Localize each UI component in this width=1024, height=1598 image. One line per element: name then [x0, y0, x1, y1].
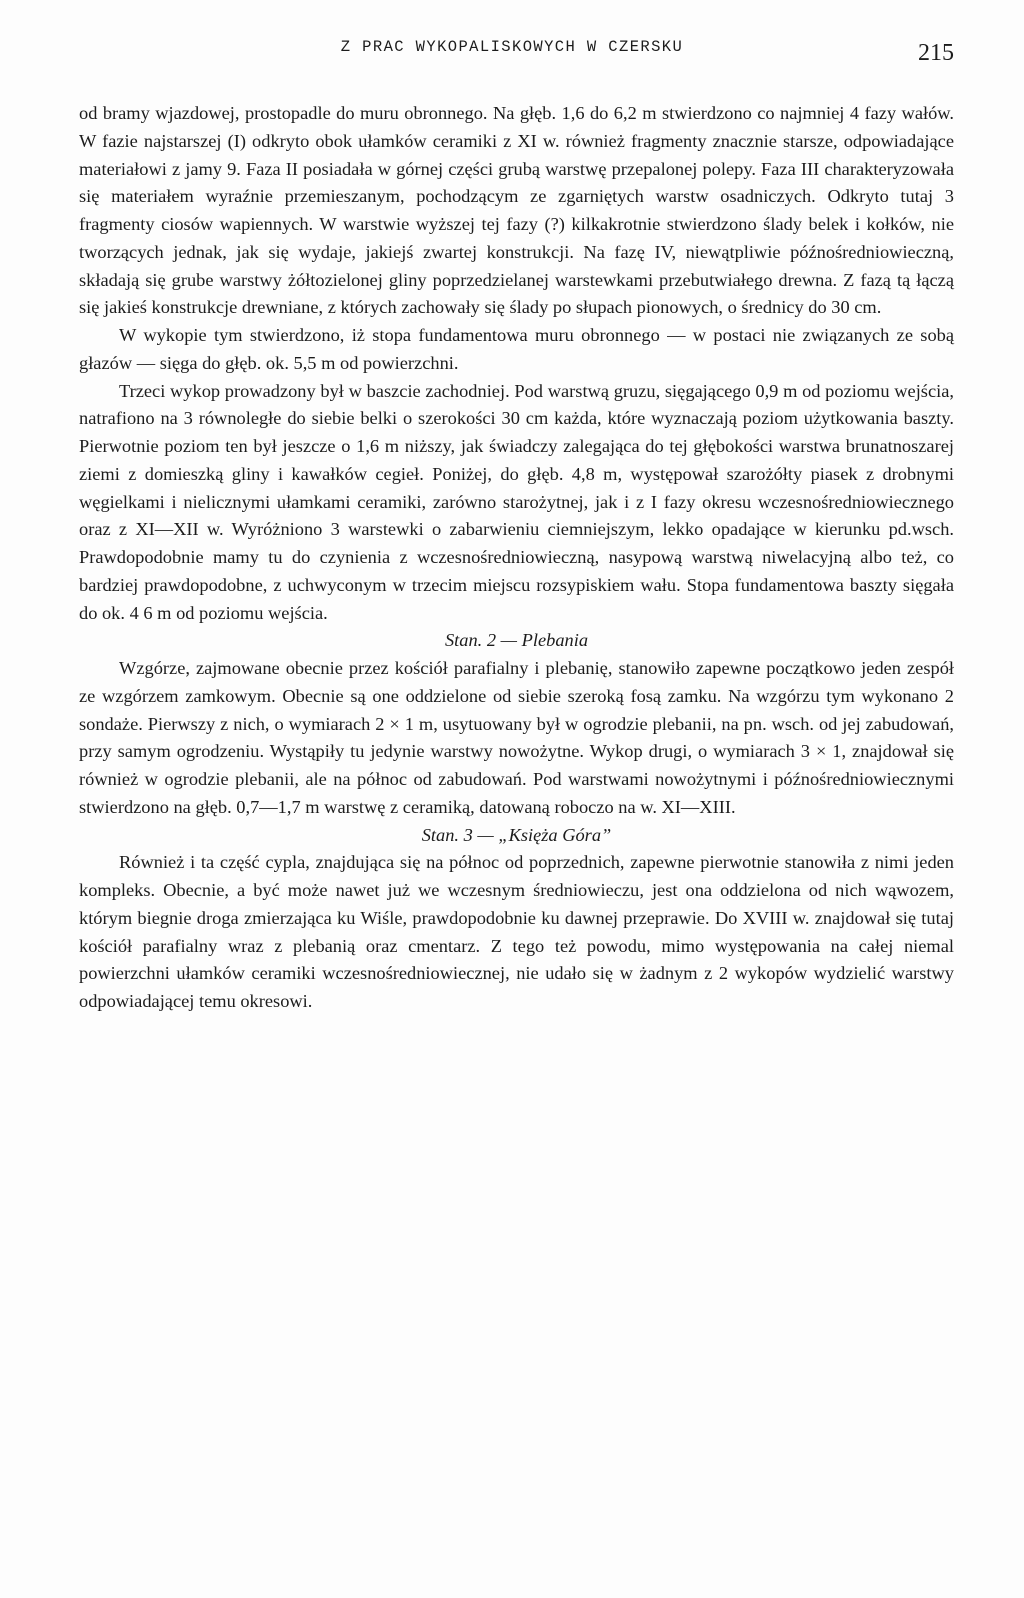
- paragraph-5: Również i ta część cypla, znajdująca się na północ od poprzednich, zapewne pierwotnie stanowiła z nimi jeden kompleks. Obecnie, a być może nawet już we wczesnym średniowieczu, jest ona oddzielona od nich wąwozem, którym biegnie droga zmierzająca ku Wiśle, prawdopodobnie ku dawnej przeprawie. Do XVIII w. znajdował się tutaj kościół parafialny wraz z plebanią oraz cmentarz. Z tego też powodu, mimo występowania na całej niemal powierzchni ułamków ceramiki wczesnośredniowiecznej, nie udało się w żadnym z 2 wykopów wydzielić warstwy odpowiadającej temu okresowi.: [79, 852, 954, 1011]
- paragraph-4: Wzgórze, zajmowane obecnie przez kościół parafialny i plebanię, stanowiło zapewne początkowo jeden zespół ze wzgórzem zamkowym. Obecnie są one oddzielone od siebie szeroką fosą zamku. Na wzgórzu tym wykonano 2 sondaże. Pierwszy z nich, o wymiarach 2 × 1 m, usytuowany był w ogrodzie plebanii, na pn. wsch. od jej zabudowań, przy samym ogrodzeniu. Wystąpiły tu jedynie warstwy nowożytne. Wykop drugi, o wymiarach 3 × 1, znajdował się również w ogrodzie plebanii, ale na północ od zabudowań. Pod warstwami nowożytnymi i późnośredniowiecznymi stwierdzono na głęb. 0,7—1,7 m warstwę z ceramiką, datowaną roboczo na w. XI—XIII.: [79, 658, 954, 817]
- section-heading-text: Stan. 2 — Plebania: [444, 630, 589, 651]
- running-title: Z PRAC WYKOPALISKOWYCH W CZERSKU: [340, 38, 684, 56]
- body-text: [79, 100, 954, 1016]
- paragraph-2: W wykopie tym stwierdzono, iż stopa fundamentowa muru obronnego — w postaci nie związanych ze sobą głazów — sięga do głęb. ok. 5,5 m od powierzchni.: [79, 325, 954, 373]
- section-heading-text: Stan. 3 — „Księża Góra”: [421, 824, 612, 845]
- page-number: 215: [918, 40, 954, 66]
- paragraph-1: od bramy wjazdowej, prostopadle do muru obronnego. Na głęb. 1,6 do 6,2 m stwierdzono co najmniej 4 fazy wałów. W fazie najstarszej (I) odkryto obok ułamków ceramiki z XI w. również fragmenty znacznie starsze, odpowiadające materiałowi z jamy 9. Faza II posiadała w górnej części grubą warstwę przepalonej polepy. Faza III charakteryzowała się materiałem wyraźnie przemieszanym, pochodzącym ze zgarniętych warstw osadniczych. Odkryto tutaj 3 fragmenty ciosów wapiennych. W warstwie wyższej tej fazy (?) kilkakrotnie stwierdzono ślady belek i kołków, nie tworzących jednak, jak się wydaje, jakiejś zwartej konstrukcji. Na fazę IV, niewątpliwie późnośredniowieczną, składają się grube warstwy żółtozielonej gliny poprzedzielanej warstewkami przebutwiałego drewna. Z fazą tą łączą się jakieś konstrukcje drewniane, z których zachowały się ślady po słupach pionowych, o średnicy do 30 cm.: [79, 103, 954, 318]
- section-heading-stan-3: [79, 822, 954, 850]
- section-heading-stan-2: [79, 627, 954, 655]
- paragraph-3: Trzeci wykop prowadzony był w baszcie zachodniej. Pod warstwą gruzu, sięgającego 0,9 m od poziomu wejścia, natrafiono na 3 równoległe do siebie belki o szerokości 30 cm każda, które wyznaczają poziom użytkowania baszty. Pierwotnie poziom ten był jeszcze o 1,6 m niższy, jak świadczy zalegająca do tej głębokości warstwa brunatnoszarej ziemi z domieszką gliny i kawałków cegieł. Poniżej, do głęb. 4,8 m, występował szarożółty piasek z drobnymi węgielkami i nielicznymi ułamkami ceramiki, zarówno starożytnej, jak i z I fazy okresu wczesnośredniowiecznego oraz z XI—XII w. Wyróżniono 3 warstewki o zabarwieniu ciemniejszym, lekko opadające w kierunku pd.wsch. Prawdopodobnie mamy tu do czynienia z wczesnośredniowieczną, nasypową warstwą niwelacyjną albo też, co bardziej prawdopodobne, z uchwyconym w trzecim miejscu rozsypiskiem wału. Stopa fundamentowa baszty sięgała do ok. 4 6 m od poziomu wejścia.: [79, 380, 954, 623]
